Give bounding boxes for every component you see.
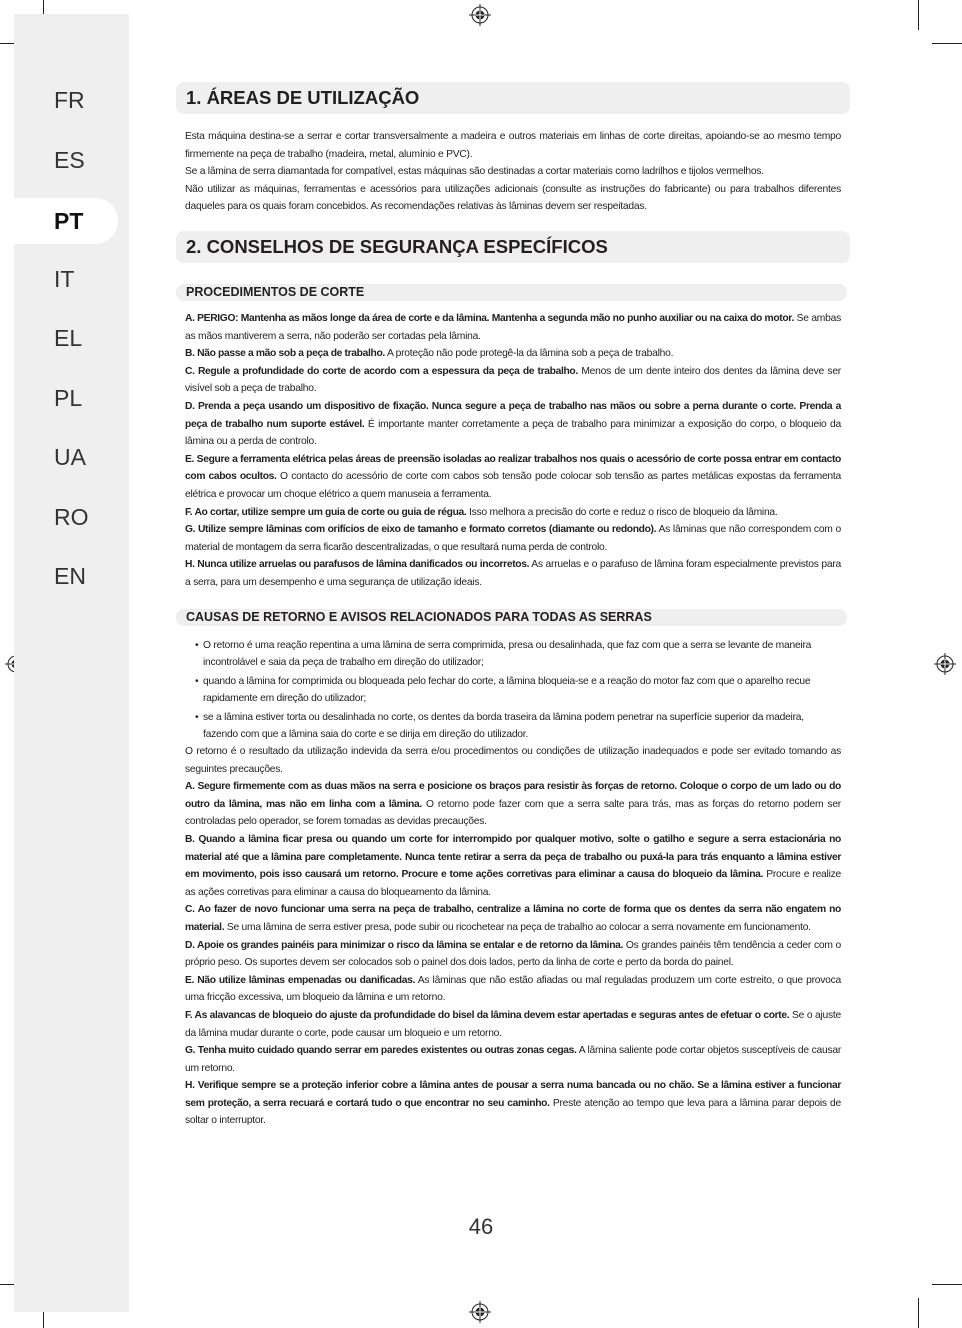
list-item — [185, 972, 841, 1007]
list-item — [185, 521, 841, 556]
language-tab-pl[interactable]: PL — [54, 385, 83, 411]
registration-mark-icon — [469, 1301, 491, 1323]
language-sidebar — [14, 14, 129, 1312]
section-body — [185, 128, 841, 216]
bullet-item: • se a lâmina estiver torta ou desalinhada no corte, os dentes da borda traseira da lâmina podem penetrar na superfície superior da madeira, fazendo com que a lâmina saia do corte e se dirija em direção do utilizador. — [195, 710, 835, 743]
language-tab-ro[interactable]: RO — [54, 504, 89, 530]
bullet-item: • quando a lâmina for comprimida ou bloqueada pelo fechar do corte, a lâmina bloqueia-se e a reação do motor faz com que o aparelho recue rapidamente em direção do utilizador; — [195, 674, 835, 707]
language-tab-el[interactable]: EL — [54, 325, 83, 351]
paragraph: O retorno é o resultado da utilização indevida da serra e/ou procedimentos ou condições de utilização inadequados e pode ser evitado tomando as seguintes precauções. — [185, 746, 841, 775]
list-item — [185, 1077, 841, 1130]
item-text: Isso melhora a precisão do corte e reduz o risco de bloqueio da lâmina. — [466, 506, 778, 518]
item-bold: F. As alavancas de bloqueio do ajuste da profundidade do bisel da lâmina devem estar apertadas e seguras antes de efetuar o corte. — [185, 1009, 790, 1021]
language-tab-en[interactable]: EN — [54, 563, 86, 589]
item-text: A proteção não pode protegê-la da lâmina sob a peça de trabalho. — [384, 348, 674, 360]
item-bold: D. Apoie os grandes painéis para minimizar o risco da lâmina se entalar e de retorno da lâmina. — [185, 939, 624, 951]
item-text: Menos de um dente inteiro dos dentes da lâmina deve ser visível sob a peça de trabalho. — [185, 365, 841, 395]
item-bold: F. Ao cortar, utilize sempre um guia de corte ou guia de régua. — [185, 506, 467, 518]
paragraph: Se a lâmina de serra diamantada for compatível, estas máquinas são destinadas a cortar materiais como ladrilhos e tijolos vermelhos. — [185, 166, 764, 178]
list-item — [185, 398, 841, 451]
language-tab-ua[interactable]: UA — [54, 444, 86, 470]
item-bold: D. Prenda a peça usando um dispositivo de fixação. Nunca segure a peça de trabalho nas mãos ou sobre a perna durante o corte. Prenda a peça de trabalho num suporte estável. — [185, 400, 841, 430]
list-item — [185, 310, 841, 345]
subsection-heading: PROCEDIMENTOS DE CORTE — [176, 284, 847, 301]
kickback-bullets — [195, 638, 835, 746]
item-text: Se ambas as mãos mantiverem a serra, não poderão ser cortadas pela lâmina. — [185, 313, 841, 342]
crop-mark — [932, 43, 962, 44]
item-text: Preste atenção ao tempo que leva para a lâmina parar depois de soltar o interruptor. — [185, 1097, 841, 1127]
item-bold: G. Utilize sempre lâminas com orifícios de eixo de tamanho e formato corretos (diamante ou redondo). — [185, 524, 657, 536]
list-item — [185, 778, 841, 831]
list-item — [185, 831, 841, 901]
item-bold: B. Não passe a mão sob a peça de trabalho. — [185, 348, 385, 360]
item-text: Se o ajuste da lâmina mudar durante o corte, pode causar um bloqueio e um retorno. — [185, 1009, 841, 1039]
language-tab-fr[interactable]: FR — [54, 87, 85, 113]
language-tab-pt[interactable]: PT — [14, 198, 118, 244]
item-bold: C. Regule a profundidade do corte de acordo com a espessura da peça de trabalho. — [185, 365, 578, 377]
item-text: O retorno pode fazer com que a serra salte para trás, mas as forças do retorno podem ser controladas pelo operador, se forem tomadas as devidas precauções. — [185, 798, 841, 828]
item-text: O contacto do acessório de corte com cabos sob tensão pode colocar sob tensão as partes metálicas expostas da ferramenta elétrica e provocar um choque elétrico a quem manuseia a ferramenta. — [185, 471, 841, 500]
item-bold: H. Verifique sempre se a proteção inferior cobre a lâmina antes de pousar a serra numa bancada ou no chão. Se a lâmina estiver a funcionar sem proteção, a serra recuará e cortará tudo o que encontrar no seu caminho. — [185, 1080, 841, 1109]
crop-mark — [918, 1298, 919, 1328]
registration-mark-icon — [934, 653, 956, 675]
item-bold: E. Segure a ferramenta elétrica pelas áreas de preensão isoladas ao realizar trabalhos nos quais o acessório de corte possa entrar em contacto com cabos ocultos. — [185, 453, 841, 483]
list-item — [185, 504, 841, 522]
crop-mark — [932, 1284, 962, 1285]
list-item — [185, 1007, 841, 1042]
item-bold: A. Segure firmemente com as duas mãos na serra e posicione os braços para resistir às forças de retorno. Coloque o corpo de um lado ou do outro da lâmina, mas não em linha com a lâmina. — [185, 781, 841, 810]
bullet-item: • O retorno é uma reação repentina a uma lâmina de serra comprimida, presa ou desalinhada, que faz com que a serra se levante de maneira incontrolável e saia da peça de trabalho em direção do utilizador; — [195, 638, 835, 671]
section-heading: 1. ÁREAS DE UTILIZAÇÃO — [176, 82, 850, 114]
item-text: Se uma lâmina de serra estiver presa, pode subir ou ricochetear na peça de trabalho ao colocar a serra novamente em funcionamento. — [224, 921, 811, 933]
item-bold: B. Quando a lâmina ficar presa ou quando um corte for interrompido por qualquer motivo, solte o gatilho e segure a serra estacionária no material até que a lâmina pare completamente. Nunca tente retirar a serra da peça de trabalho ou puxá-la para trás enquanto a lâmina estiver em movimento, pois isso causará um retorno. Procure e tome ações corretivas para eliminar a causa do bloqueio da lâmina. — [185, 833, 841, 881]
item-bold: H. Nunca utilize arruelas ou parafusos de lâmina danificados ou incorretos. — [185, 559, 530, 571]
item-bold: C. Ao fazer de novo funcionar uma serra na peça de trabalho, centralize a lâmina no corte de forma que os dentes da serra não engatem no material. — [185, 904, 841, 933]
list-item — [185, 451, 841, 504]
item-bold: G. Tenha muito cuidado quando serrar em paredes existentes ou outras zonas cegas. — [185, 1045, 577, 1057]
list-item — [185, 363, 841, 398]
registration-mark-icon — [469, 4, 491, 26]
kickback-precautions — [185, 743, 841, 1130]
paragraph: Esta máquina destina-se a serrar e cortar transversalmente a madeira e outros materiais em linhas de corte direitas, apoiando-se ao mesmo tempo firmemente na peça de trabalho (madeira, metal, alumínio e PVC). — [185, 131, 841, 160]
item-text: As lâminas que não correspondem com o material de montagem da serra ficarão descentralizadas, o que resultará numa perda de controlo. — [185, 524, 842, 553]
item-text: A lâmina saliente pode cortar objetos susceptíveis de causar um retorno. — [185, 1045, 841, 1074]
list-item — [185, 556, 841, 591]
list-item — [185, 937, 841, 972]
section-heading: 2. CONSELHOS DE SEGURANÇA ESPECÍFICOS — [176, 231, 850, 263]
page-number: 46 — [468, 1214, 494, 1239]
cutting-procedures-list — [185, 310, 841, 592]
paragraph: Não utilizar as máquinas, ferramentas e acessórios para utilizações adicionais (consulte as instruções do fabricante) ou para trabalhos diferentes daqueles para os quais foram concebidos. As recomendações relativas às lâminas devem ser respeitadas. — [185, 183, 841, 213]
item-text: É importante manter corretamente a peça de trabalho para minimizar a exposição do corpo, o bloqueio da lâmina ou a perda de controlo. — [185, 418, 841, 448]
language-tab-es[interactable]: ES — [54, 147, 85, 173]
language-tab-it[interactable]: IT — [54, 266, 75, 292]
item-text: Os grandes painéis têm tendência a ceder com o próprio peso. Os suportes devem ser colocados sob o painel dos dois lados, perto da linha de corte e perto da borda do painel. — [185, 939, 842, 969]
list-item — [185, 345, 841, 363]
item-text: Procure e realize as ações corretivas para eliminar a causa do bloqueamento da lâmina. — [185, 869, 841, 898]
item-bold: A. PERIGO: Mantenha as mãos longe da área de corte e da lâmina. Mantenha a segunda mão no punho auxiliar ou na caixa do motor. — [185, 313, 794, 324]
item-text: As lâminas que não estão afiadas ou mal reguladas produzem um corte estreito, o que provoca uma fricção excessiva, um bloqueio da lâmina e um retorno. — [185, 974, 841, 1004]
item-bold: E. Não utilize lâminas empenadas ou danificadas. — [185, 974, 415, 986]
item-text: As arruelas e o parafuso de lâmina foram especialmente previstos para a serra, para um desempenho e uma segurança de utilização ideais. — [185, 559, 841, 588]
list-item — [185, 1042, 841, 1077]
crop-mark — [918, 0, 919, 30]
subsection-heading: CAUSAS DE RETORNO E AVISOS RELACIONADOS PARA TODAS AS SERRAS — [176, 609, 847, 626]
list-item — [185, 901, 841, 936]
